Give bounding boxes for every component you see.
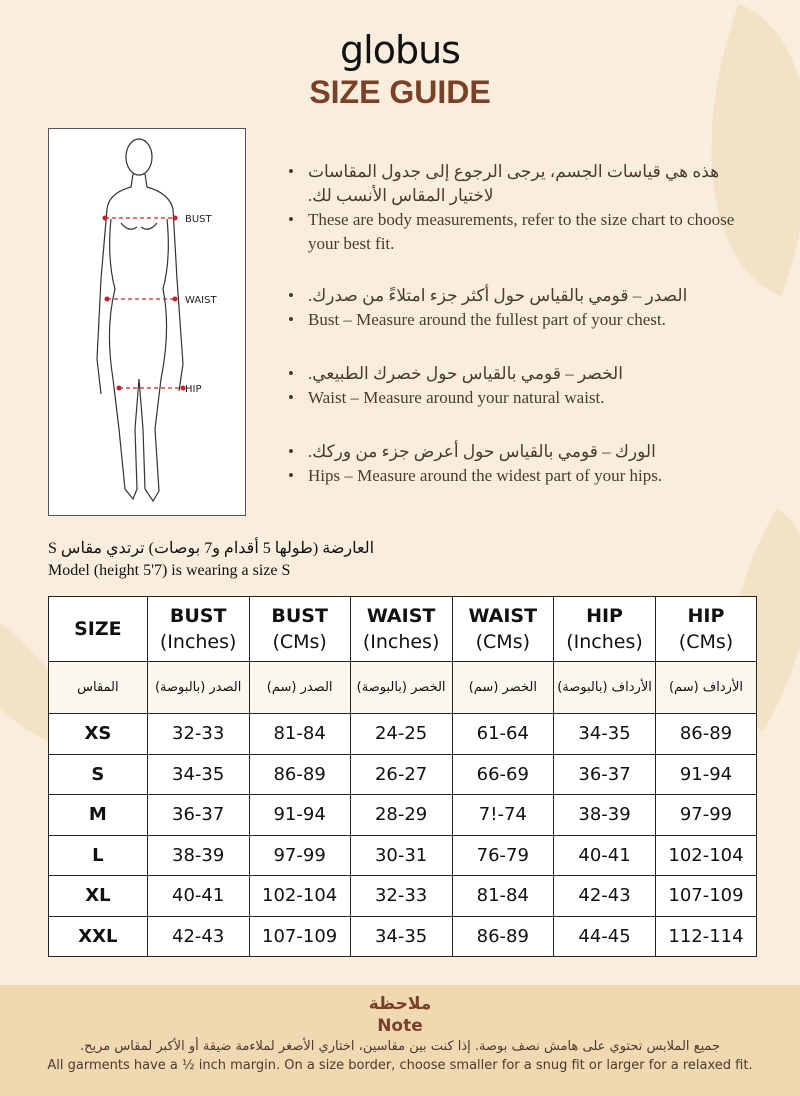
measurement-cell: 81-84	[249, 714, 350, 755]
measurement-cell: 7!-74	[452, 795, 554, 836]
body-outline-icon	[49, 129, 245, 515]
note-text-ar: جميع الملابس تحتوي على هامش نصف بوصة. إذا كنت بين مقاسين، اختاري الأصغر لملاءمة ضيقة أو الأكبر لمقاس مريح.	[79, 1039, 721, 1054]
figure-label-waist: WAIST	[185, 295, 217, 306]
measurement-cell: 42-43	[554, 876, 656, 917]
instruction-bust: • الصدر – قومي بالقياس حول أكثر جزء امتلاءً من صدرك. • Bust – Measure around the fullest part of your chest.	[288, 284, 748, 332]
instruction-ar: هذه هي قياسات الجسم، يرجى الرجوع إلى جدول المقاسات لاختيار المقاس الأنسب لك.	[308, 162, 720, 205]
measurement-cell: 34-35	[350, 916, 452, 957]
column-header-ar: الأرداف (سم)	[655, 662, 756, 714]
measurement-cell: 91-94	[655, 754, 756, 795]
measurement-cell: 102-104	[655, 835, 756, 876]
measurement-cell: 97-99	[249, 835, 350, 876]
size-label: S	[49, 754, 148, 795]
size-label: XL	[49, 876, 148, 917]
column-header-title: HIP	[687, 605, 725, 627]
measurement-cell: 91-94	[249, 795, 350, 836]
measurement-cell: 38-39	[147, 835, 249, 876]
instruction-ar: الورك – قومي بالقياس حول أعرض جزء من وركك.	[308, 442, 656, 461]
measurement-cell: 76-79	[452, 835, 554, 876]
column-header-unit: (CMs)	[272, 631, 327, 653]
column-header-title: BUST	[169, 605, 227, 627]
figure-label-hip: HIP	[185, 384, 202, 395]
measurement-cell: 36-37	[147, 795, 249, 836]
measurement-cell: 34-35	[147, 754, 249, 795]
brand-logo: globus	[340, 28, 460, 72]
column-header-title: HIP	[586, 605, 623, 627]
column-header-unit: (CMs)	[475, 631, 531, 653]
instruction-en: Waist – Measure around your natural waist.	[308, 388, 605, 407]
column-header-ar: الصدر (بالبوصة)	[147, 662, 249, 714]
measurement-instructions	[288, 160, 748, 518]
measurement-cell: 102-104	[249, 876, 350, 917]
instruction-hip: • الورك – قومي بالقياس حول أعرض جزء من وركك. • Hips – Measure around the widest part of your hips.	[288, 440, 748, 488]
measurement-cell: 61-64	[452, 714, 554, 755]
note-title-ar: ملاحظة	[368, 994, 432, 1014]
size-label: L	[49, 835, 148, 876]
column-header-ar: الصدر (سم)	[249, 662, 350, 714]
table-row	[49, 916, 757, 957]
size-label: XXL	[49, 916, 148, 957]
measurement-cell: 81-84	[452, 876, 554, 917]
column-header-title: WAIST	[366, 605, 436, 627]
column-header	[49, 597, 148, 662]
measurement-cell: 38-39	[554, 795, 656, 836]
column-header	[249, 597, 350, 662]
column-header-title: WAIST	[468, 605, 538, 627]
table-row	[49, 754, 757, 795]
table-row	[49, 835, 757, 876]
column-header	[350, 597, 452, 662]
size-label: M	[49, 795, 148, 836]
table-row	[49, 714, 757, 755]
page-title: SIZE GUIDE	[309, 74, 491, 110]
instruction-en: These are body measurements, refer to the size chart to choose your best fit.	[308, 210, 735, 253]
column-header-ar: الخصر (سم)	[452, 662, 554, 714]
table-header-row	[49, 597, 757, 662]
instruction-waist: • الخصر – قومي بالقياس حول خصرك الطبيعي. • Waist – Measure around your natural waist.	[288, 362, 748, 410]
instruction-en: Hips – Measure around the widest part of your hips.	[308, 466, 663, 485]
table-row	[49, 876, 757, 917]
measurement-cell: 112-114	[655, 916, 756, 957]
measurement-cell: 34-35	[554, 714, 656, 755]
model-info-ar: العارضة (طولها 5 أقدام و7 بوصات) ترتدي مقاس S	[48, 540, 375, 557]
size-chart-table	[48, 596, 757, 957]
figure-label-bust: BUST	[185, 214, 212, 225]
instruction-ar: الصدر – قومي بالقياس حول أكثر جزء امتلاءً من صدرك.	[308, 286, 688, 305]
instruction-en: Bust – Measure around the fullest part of your chest.	[308, 310, 666, 329]
size-label: XS	[49, 714, 148, 755]
measurement-cell: 30-31	[350, 835, 452, 876]
instruction-ar: الخصر – قومي بالقياس حول خصرك الطبيعي.	[308, 364, 623, 383]
measurement-cell: 32-33	[350, 876, 452, 917]
model-info	[48, 538, 374, 582]
measurement-cell: 86-89	[655, 714, 756, 755]
column-header-unit: (Inches)	[362, 631, 440, 653]
column-header	[452, 597, 554, 662]
measurement-cell: 40-41	[554, 835, 656, 876]
table-header-row-ar	[49, 662, 757, 714]
measurement-cell: 24-25	[350, 714, 452, 755]
column-header-ar: الأرداف (بالبوصة)	[554, 662, 656, 714]
measurement-cell: 97-99	[655, 795, 756, 836]
column-header-unit: (Inches)	[566, 631, 643, 653]
note-title-en: Note	[377, 1016, 423, 1036]
note-text-en: All garments have a ½ inch margin. On a size border, choose smaller for a snug fit or larger for a relaxed fit.	[47, 1058, 753, 1073]
measurement-cell: 36-37	[554, 754, 656, 795]
measurement-cell: 107-109	[249, 916, 350, 957]
measurement-cell: 42-43	[147, 916, 249, 957]
column-header	[655, 597, 756, 662]
measurement-cell: 66-69	[452, 754, 554, 795]
column-header-ar: المقاس	[49, 662, 148, 714]
measurement-cell: 107-109	[655, 876, 756, 917]
column-header-title: SIZE	[74, 618, 122, 640]
column-header-unit: (Inches)	[159, 631, 237, 653]
note-section	[0, 985, 800, 1096]
column-header	[147, 597, 249, 662]
model-info-en: Model (height 5'7) is wearing a size S	[48, 562, 291, 579]
column-header-title: BUST	[271, 605, 328, 627]
instruction-general: • هذه هي قياسات الجسم، يرجى الرجوع إلى جدول المقاسات لاختيار المقاس الأنسب لك. • These are body measurements, refer to the size chart to choose your best fit.	[288, 160, 748, 256]
column-header	[554, 597, 656, 662]
measurement-cell: 26-27	[350, 754, 452, 795]
table-row	[49, 795, 757, 836]
body-measurement-figure	[48, 128, 246, 516]
measurement-cell: 28-29	[350, 795, 452, 836]
measurement-cell: 44-45	[554, 916, 656, 957]
measurement-cell: 86-89	[249, 754, 350, 795]
column-header-ar: الخصر (بالبوصة)	[350, 662, 452, 714]
measurement-cell: 32-33	[147, 714, 249, 755]
column-header-unit: (CMs)	[678, 631, 734, 653]
measurement-cell: 86-89	[452, 916, 554, 957]
measurement-cell: 40-41	[147, 876, 249, 917]
